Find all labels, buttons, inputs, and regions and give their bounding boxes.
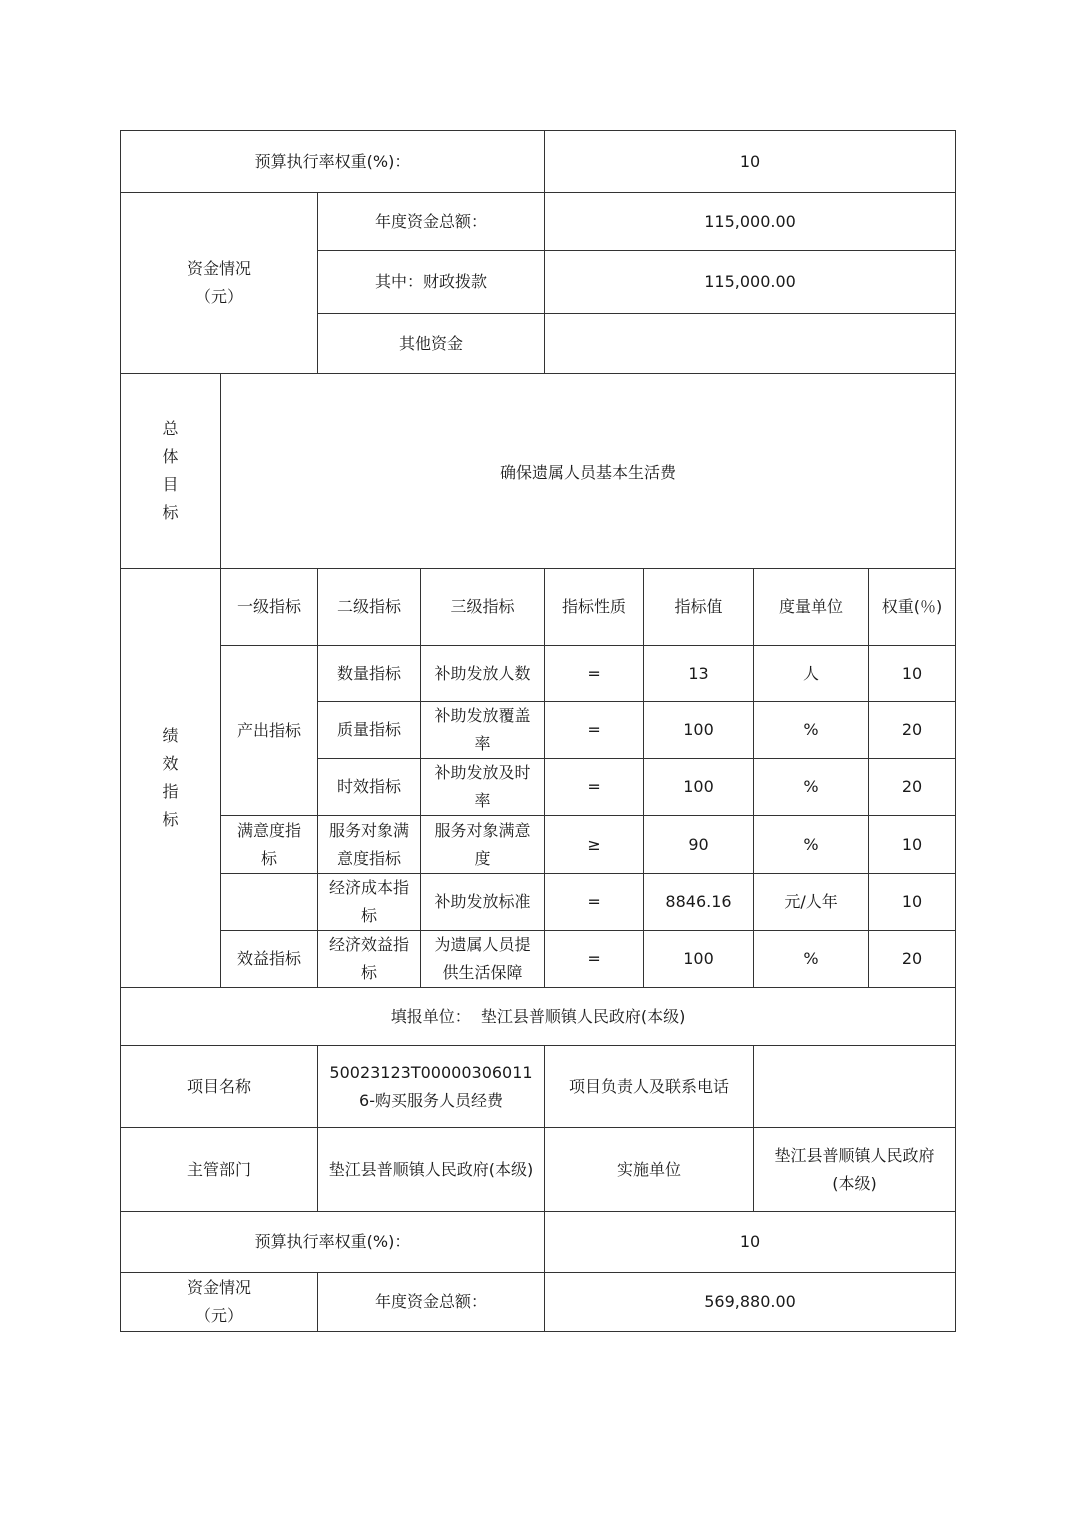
unit-cell: %: [754, 702, 869, 759]
weight-cell: 20: [869, 702, 956, 759]
impl-unit-value: 垫江县普顺镇人民政府(本级): [754, 1128, 956, 1212]
nature-cell: =: [545, 646, 644, 702]
unit-cell: %: [754, 759, 869, 816]
other-funds-value: [545, 314, 956, 374]
weight-cell: 10: [869, 874, 956, 931]
exec-weight-label: 预算执行率权重(%)：: [121, 131, 545, 193]
nature-cell: =: [545, 874, 644, 931]
performance-table: [120, 130, 956, 1332]
value-cell: 90: [644, 816, 754, 874]
annual-total-value: 115,000.00: [545, 193, 956, 251]
value-cell: 8846.16: [644, 874, 754, 931]
level1-cell: 产出指标: [221, 646, 318, 816]
value-cell: 13: [644, 646, 754, 702]
header-weight: 权重(％): [869, 569, 956, 646]
reporter-row: [121, 988, 956, 1046]
funds-label-2: 资金情况 （元）: [121, 1273, 318, 1332]
level1-cell: 效益指标: [221, 931, 318, 988]
project-name-value: 50023123T000003060116-购买服务人员经费: [318, 1046, 545, 1128]
header-level3: 三级指标: [421, 569, 545, 646]
annual-total-value-2: 569,880.00: [545, 1273, 956, 1332]
impl-unit-label: 实施单位: [545, 1128, 754, 1212]
funds-label: 资金情况 （元）: [121, 193, 318, 374]
weight-cell: 20: [869, 931, 956, 988]
value-cell: 100: [644, 931, 754, 988]
unit-cell: %: [754, 931, 869, 988]
level2-cell: 数量指标: [318, 646, 421, 702]
unit-cell: 元/人年: [754, 874, 869, 931]
project-name-label: 项目名称: [121, 1046, 318, 1128]
dept-label: 主管部门: [121, 1128, 318, 1212]
level1-cell: [221, 874, 318, 931]
level3-cell: 补助发放标准: [421, 874, 545, 931]
nature-cell: =: [545, 702, 644, 759]
header-unit: 度量单位: [754, 569, 869, 646]
dept-value: 垫江县普顺镇人民政府(本级): [318, 1128, 545, 1212]
exec-weight-label-2: 预算执行率权重(%)：: [121, 1212, 545, 1273]
other-funds-label: 其他资金: [318, 314, 545, 374]
table-row: [121, 874, 956, 931]
header-nature: 指标性质: [545, 569, 644, 646]
level3-cell: 服务对象满意度: [421, 816, 545, 874]
overall-goal-label: 总 体 目 标: [121, 374, 221, 569]
nature-cell: =: [545, 759, 644, 816]
header-level2: 二级指标: [318, 569, 421, 646]
reporter-value: 垫江县普顺镇人民政府(本级): [480, 1006, 686, 1026]
value-cell: 100: [644, 702, 754, 759]
fiscal-label: 其中：财政拨款: [318, 251, 545, 314]
exec-weight-value: 10: [545, 131, 956, 193]
annual-total-label-2: 年度资金总额：: [318, 1273, 545, 1332]
performance-indicators-label: 绩 效 指 标: [121, 569, 221, 988]
exec-weight-value-2: 10: [545, 1212, 956, 1273]
table-row: [121, 646, 956, 702]
overall-goal-text: 确保遗属人员基本生活费: [221, 374, 956, 569]
level2-cell: 服务对象满意度指标: [318, 816, 421, 874]
level3-cell: 补助发放及时率: [421, 759, 545, 816]
contact-label: 项目负责人及联系电话: [545, 1046, 754, 1128]
level2-cell: 质量指标: [318, 702, 421, 759]
header-level1: 一级指标: [221, 569, 318, 646]
level1-cell: 满意度指标: [221, 816, 318, 874]
weight-cell: 10: [869, 816, 956, 874]
nature-cell: ≥: [545, 816, 644, 874]
level2-cell: 时效指标: [318, 759, 421, 816]
value-cell: 100: [644, 759, 754, 816]
weight-cell: 10: [869, 646, 956, 702]
unit-cell: %: [754, 816, 869, 874]
nature-cell: =: [545, 931, 644, 988]
header-value: 指标值: [644, 569, 754, 646]
fiscal-value: 115,000.00: [545, 251, 956, 314]
level3-cell: 为遗属人员提供生活保障: [421, 931, 545, 988]
level2-cell: 经济效益指标: [318, 931, 421, 988]
table-row: [121, 931, 956, 988]
contact-value: [754, 1046, 956, 1128]
table-row: [121, 816, 956, 874]
level3-cell: 补助发放覆盖率: [421, 702, 545, 759]
reporter-label: 填报单位：: [390, 1006, 471, 1026]
annual-total-label: 年度资金总额：: [318, 193, 545, 251]
weight-cell: 20: [869, 759, 956, 816]
level3-cell: 补助发放人数: [421, 646, 545, 702]
level2-cell: 经济成本指标: [318, 874, 421, 931]
unit-cell: 人: [754, 646, 869, 702]
